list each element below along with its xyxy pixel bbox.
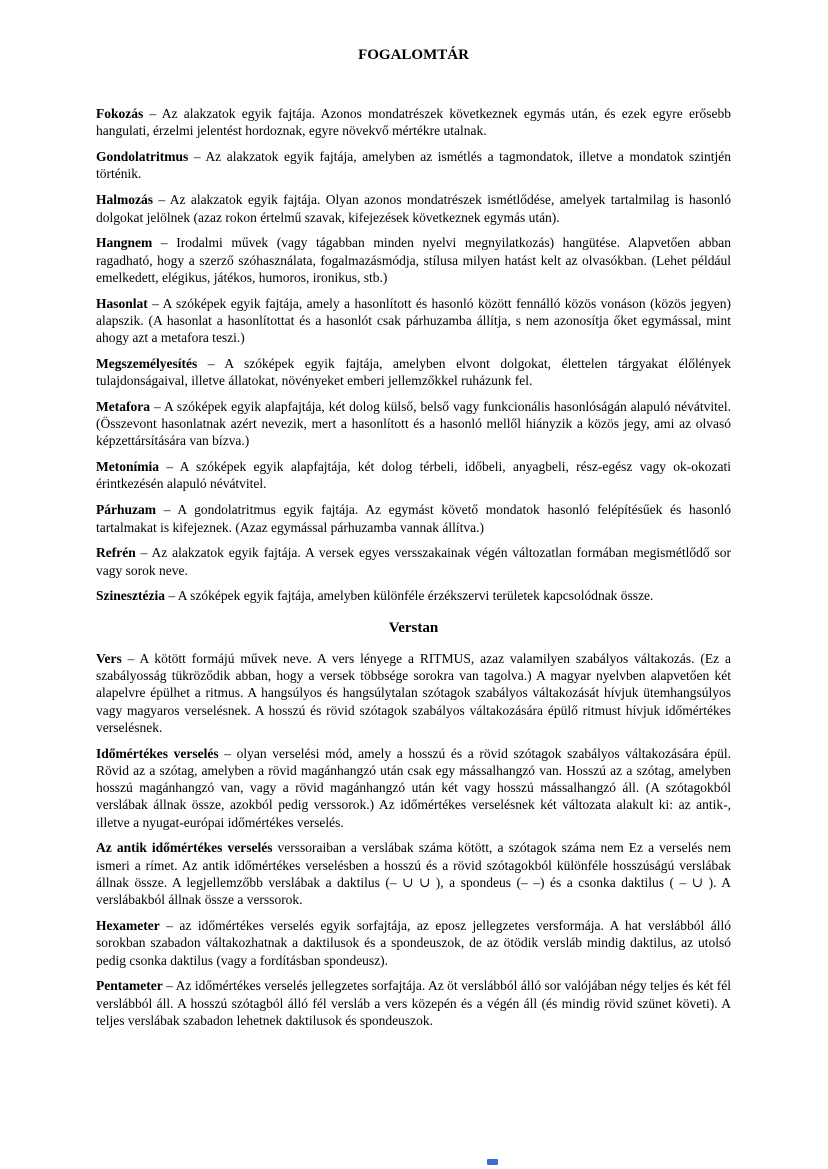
glossary-entry bbox=[96, 398, 731, 450]
entry-definition: verssoraiban a verslábak száma kötött, a szótagok száma nem Ez a verselés nem ismeri a rímet. Az antik időmértékes verselésben a hosszú és a rövid szótagokból különféle hosszúságú verslábak állnak össze. A legjellemzőbb verslábak a daktilus (– ∪ ∪ ), a spondeus (– –) és a csonka daktilus ( – ∪ ). A verslábakból állnak össze a verssorok. bbox=[96, 840, 731, 908]
entry-definition: – az időmértékes verselés egyik sorfajtája, az eposz jellegzetes versformája. A hat verslábból álló sorokban szabadon váltakozhatnak a daktilusok és a spondeuszok, de az ötödik versláb mindig daktilus, az utolsó pedig csonka daktilus (vagy a fordításban spondeusz). bbox=[96, 917, 731, 968]
entry-term: Megszemélyesítés bbox=[96, 355, 198, 371]
entry-definition: – Irodalmi művek (vagy tágabban minden nyelvi megnyilatkozás) hangütése. Alapvetően abban ragadható, hogy a szerző szóhasználata, fogalmazásmódja, stílusa milyen hatást kelt az olvasókban. (Lehet például emelkedett, elégikus, játékos, humoros, ironikus, stb.) bbox=[96, 235, 731, 285]
entry-term: Hasonlat bbox=[96, 295, 148, 311]
entry-definition: – Az alakzatok egyik fajtája. Azonos mondatrészek következnek egymás után, és ezek egyre erősebb hangulati, érzelmi jelentést hordoznak, egyre növekvő mértékre utalnak. bbox=[96, 106, 731, 139]
entry-definition: – A szóképek egyik alapfajtája, két dolog térbeli, időbeli, anyagbeli, rész-egész vagy ok-okozati érintkezésén alapuló névátvitel. bbox=[96, 459, 731, 492]
glossary-entry bbox=[96, 745, 731, 831]
glossary-entry bbox=[96, 544, 731, 579]
entry-term: Fokozás bbox=[96, 106, 144, 122]
entry-definition: – Az alakzatok egyik fajtája. Olyan azonos mondatrészek ismétlődése, amelyek tartalmilag is hasonló dolgokat jelölnek (azaz rokon értelmű szavak, kifejezések következnek egymás után). bbox=[96, 192, 731, 225]
entry-definition: – A szóképek egyik fajtája, amelyben különféle érzékszervi területek kapcsolódnak össze. bbox=[164, 588, 654, 604]
glossary-entry bbox=[96, 839, 731, 908]
glossary-entry bbox=[96, 355, 731, 390]
footer-mark bbox=[487, 1159, 498, 1165]
entry-definition: – Az alakzatok egyik fajtája. A versek egyes versszakainak végén változatlan formában megismétlődő sor vagy sorok neve. bbox=[96, 545, 731, 578]
entry-definition: – olyan verselési mód, amely a hosszú és a rövid szótagok szabályos váltakozására épül. Rövid az a szótag, amelyben a rövid magánhangzó után csak egy mássalhangzó van. Hosszú az a szótag, amelyben hosszú magánhangzó van, vagy a rövid magánhangzó után két vagy hosszú mássalhangzó áll. (A szótagokból verslábak állnak össze, azokból pedig verssorok.) Az időmértékes verselésnek két változata alakult ki: az antik-, illetve a nyugat-európai időmértékes verselés. bbox=[96, 745, 731, 830]
entry-term: Gondolatritmus bbox=[96, 149, 189, 165]
entry-term: Halmozás bbox=[96, 192, 153, 208]
section-heading: Verstan bbox=[388, 619, 439, 636]
glossary-entry bbox=[96, 458, 731, 493]
glossary-entry bbox=[96, 977, 731, 1029]
glossary-entry bbox=[96, 191, 731, 226]
glossary-entry bbox=[96, 917, 731, 969]
entry-term: Hexameter bbox=[96, 917, 160, 933]
entry-definition: – A szóképek egyik fajtája, amely a hasonlított és hasonló között fennálló közös vonáson (közös jegyen) alapszik. (A hasonlat a hasonlítottat és a hasonlót csak párhuzamba állítja, s nem azonosítja őket egymással, mint ahogy azt a metafora teszi.) bbox=[96, 295, 731, 346]
entry-term: Párhuzam bbox=[96, 502, 156, 518]
glossary-entry bbox=[96, 587, 731, 604]
entry-term: Metonímia bbox=[96, 459, 159, 475]
glossary-entry bbox=[96, 650, 731, 736]
entry-term: Metafora bbox=[96, 398, 150, 414]
glossary-entry bbox=[96, 501, 731, 536]
entry-definition: – Az alakzatok egyik fajtája, amelyben az ismétlés a tagmondatok, illetve a mondatok szintjén történik. bbox=[96, 149, 731, 182]
entry-definition: – A szóképek egyik alapfajtája, két dolog külső, belső vagy funkcionális hasonlóságán alapuló névátvitel. (Összevont hasonlatnak azért nevezik, mert a hasonlított és a hasonló mellől hiányzik a közös jegy, ami az olvasó képzettársítására van bízva.) bbox=[96, 398, 731, 449]
entry-term: Az antik időmértékes verselés bbox=[96, 840, 273, 856]
glossary-entry bbox=[96, 148, 731, 183]
page-title: FOGALOMTÁR bbox=[358, 47, 469, 63]
document-body bbox=[96, 105, 731, 1029]
entry-term: Vers bbox=[96, 650, 122, 666]
entry-term: Időmértékes verselés bbox=[96, 745, 219, 761]
glossary-entry bbox=[96, 295, 731, 347]
entry-definition: – A szóképek egyik fajtája, amelyben elvont dolgokat, élettelen tárgyakat élőlények tulajdonságaival, illetve állatokat, növényeket emberi jellemzőkkel ruházunk fel. bbox=[96, 355, 731, 389]
entry-term: Refrén bbox=[96, 545, 136, 561]
entry-definition: – A kötött formájú művek neve. A vers lényege a RITMUS, azaz valamilyen szabályos váltakozás. (Ez a szabályosság tükröződik abban, hogy a versek többsége sorokra van tagolva.) A magyar nyelvben alapvetően két alapelvre épülhet a ritmus. A hangsúlyos és hangsúlytalan szótagok szabályos váltakozását hívjuk ütemhangsúlyos vagy magyaros verselésnek. A hosszú és rövid szótagok szabályos váltakozására épülő ritmust hívjuk időmértékes verselésnek. bbox=[96, 650, 731, 735]
entry-definition: – Az időmértékes verselés jellegzetes sorfajtája. Az öt verslábból álló sor valójában négy teljes és két fél verslábból áll. A hosszú szótagból álló fél versláb a vers közepén és a végén áll (és mindig rövid szünet követi). A teljes verslábak szabadon lehetnek daktilusok és spondeuszok. bbox=[96, 978, 731, 1028]
glossary-entry bbox=[96, 105, 731, 140]
entry-term: Szinesztézia bbox=[96, 588, 165, 604]
entry-definition: – A gondolatritmus egyik fajtája. Az egymást követő mondatok hasonló felépítésűek és hasonló tartalmakat is kifejeznek. (Azaz egymással párhuzamba vannak állítva.) bbox=[96, 502, 731, 535]
entry-term: Hangnem bbox=[96, 235, 153, 251]
entry-term: Pentameter bbox=[96, 978, 163, 994]
glossary-entry bbox=[96, 234, 731, 286]
